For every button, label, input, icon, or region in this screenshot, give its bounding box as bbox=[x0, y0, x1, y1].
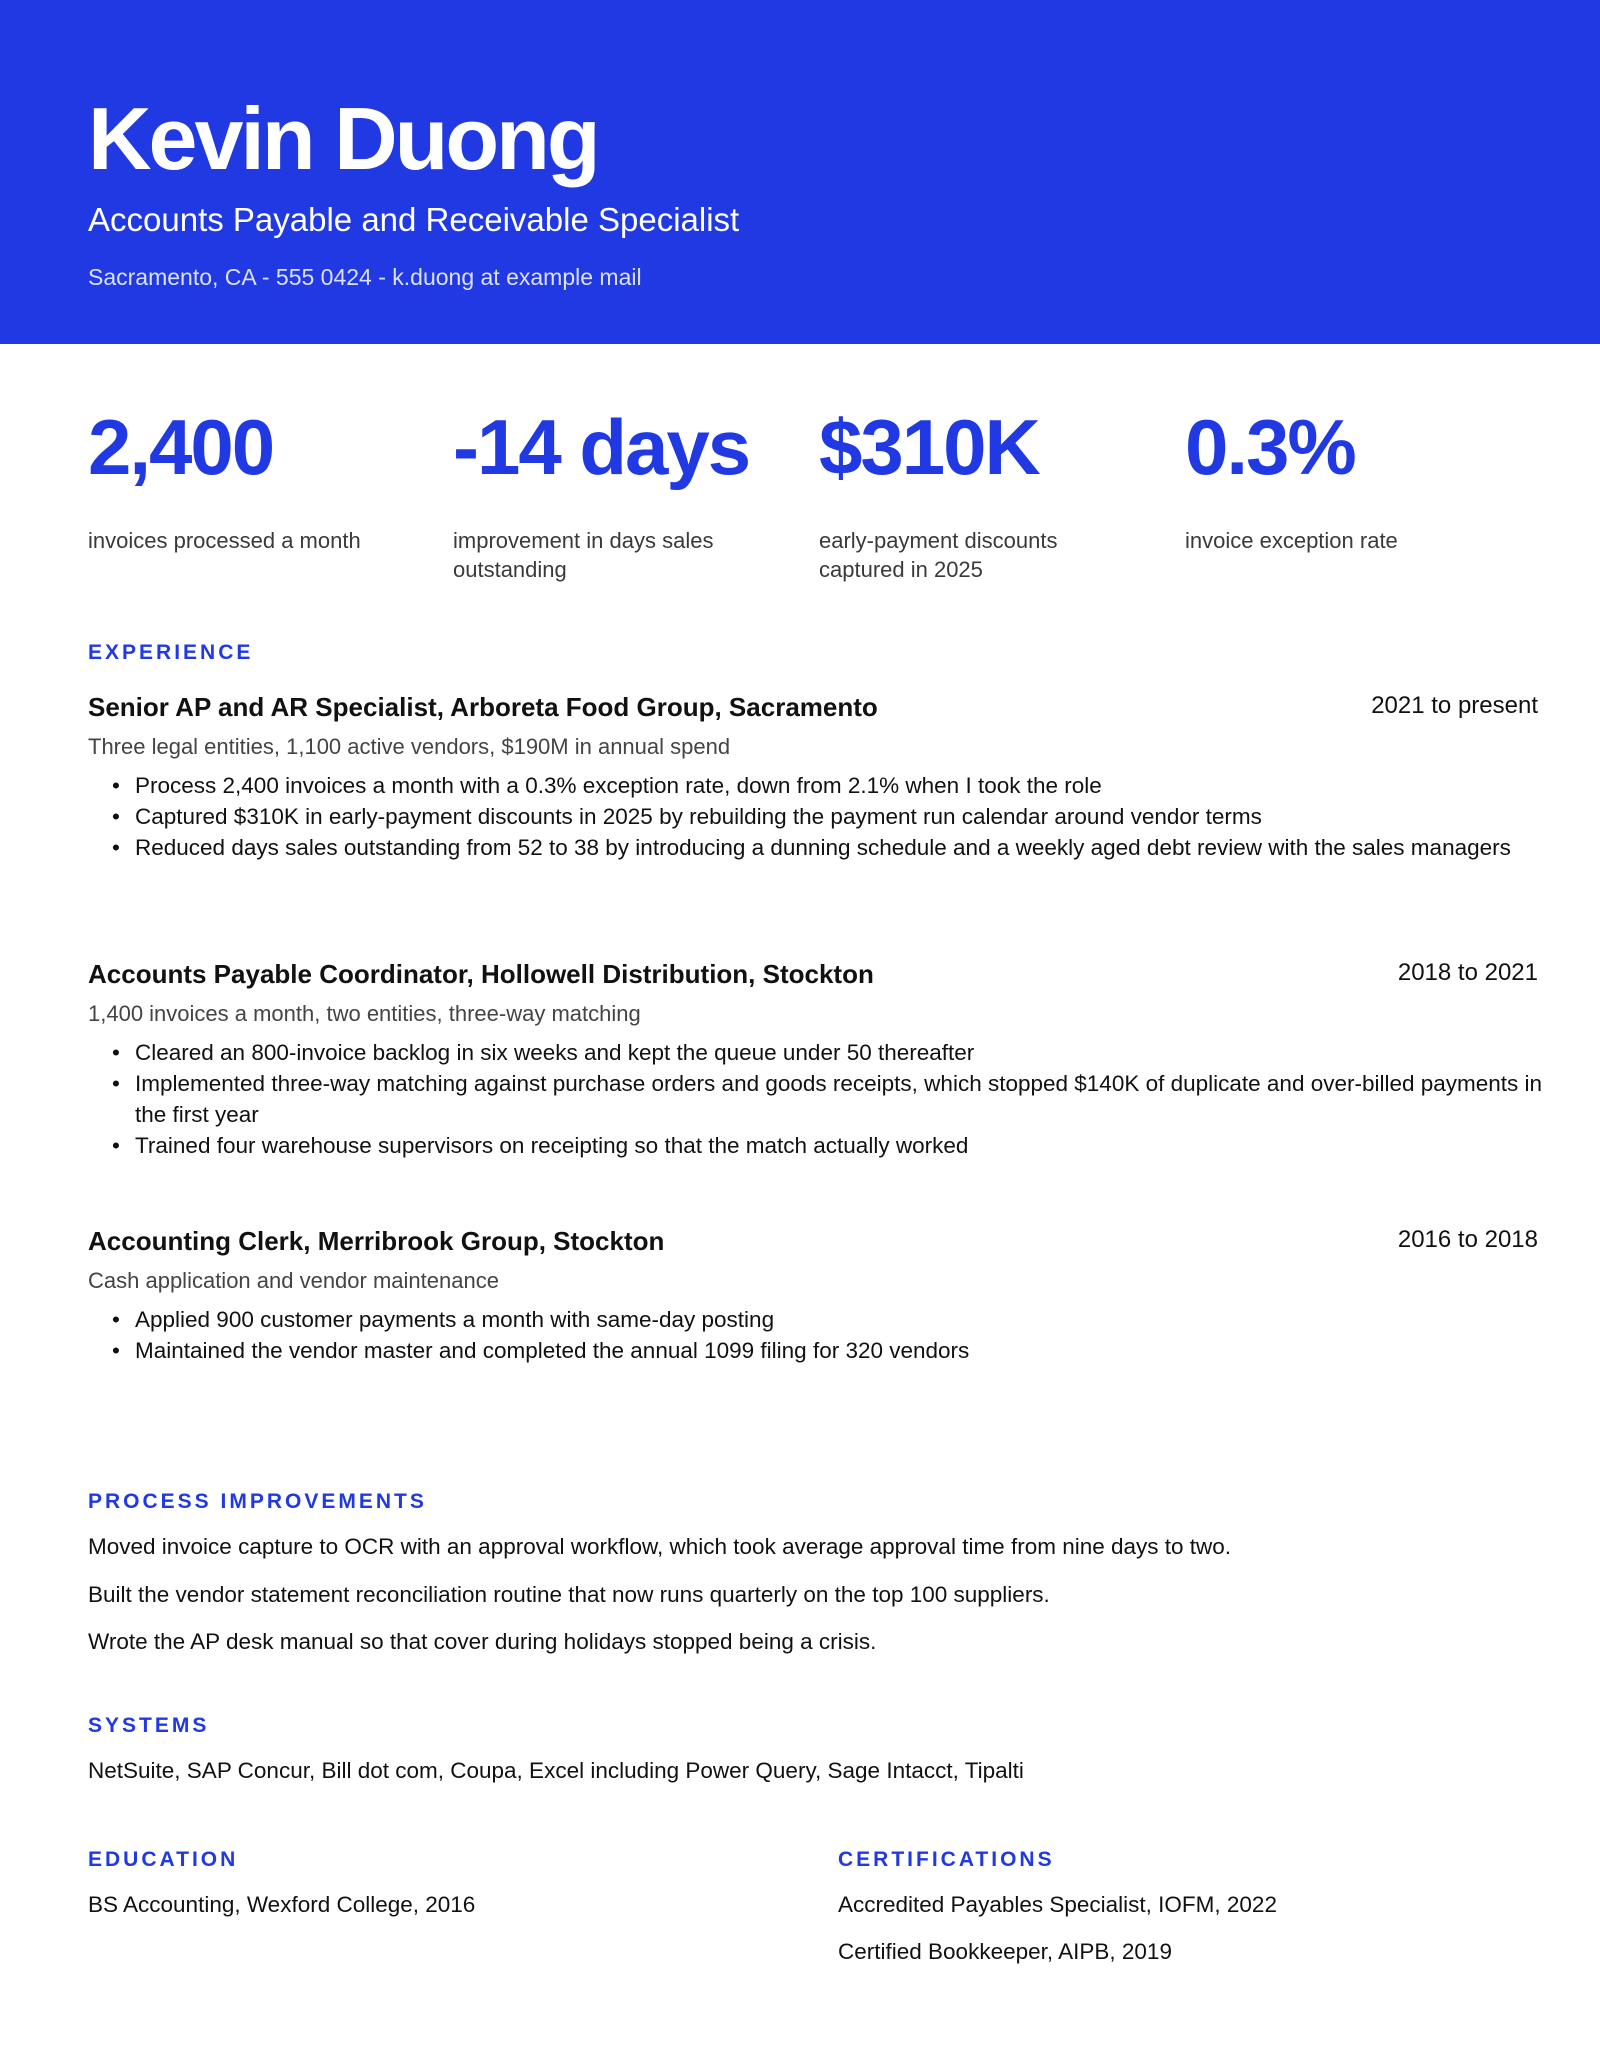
stat-value: -14 days bbox=[453, 403, 750, 491]
stat-exception-rate bbox=[1185, 403, 1515, 555]
improvement-item: Wrote the AP desk manual so that cover during holidays stopped being a crisis. bbox=[88, 1629, 877, 1654]
job-role: Accounting Clerk, Merribrook Group, Stockton bbox=[88, 1226, 665, 1256]
section-heading-experience: EXPERIENCE bbox=[88, 641, 254, 664]
systems-list: NetSuite, SAP Concur, Bill dot com, Coupa, Excel including Power Query, Sage Intacct, Tipalti bbox=[88, 1758, 1024, 1783]
stat-label: invoices processed a month bbox=[88, 528, 361, 553]
education-item: BS Accounting, Wexford College, 2016 bbox=[88, 1892, 476, 1917]
job-subtitle: 1,400 invoices a month, two entities, three-way matching bbox=[88, 1001, 641, 1026]
job-role: Senior AP and AR Specialist, Arboreta Food Group, Sacramento bbox=[88, 692, 878, 722]
job-role: Accounts Payable Coordinator, Hollowell Distribution, Stockton bbox=[88, 959, 874, 989]
stat-value: $310K bbox=[819, 403, 1039, 491]
job-bullets bbox=[88, 1304, 1538, 1366]
job-entry bbox=[88, 959, 1543, 1161]
stat-value: 2,400 bbox=[88, 403, 274, 491]
bullet-item: • Applied 900 customer payments a month with same-day posting bbox=[88, 1304, 1538, 1335]
job-dates: 2016 to 2018 bbox=[1397, 1226, 1538, 1253]
job-entry bbox=[88, 1226, 1538, 1366]
job-entry bbox=[88, 692, 1538, 863]
candidate-name: Kevin Duong bbox=[88, 89, 598, 188]
stat-discounts bbox=[819, 403, 1119, 584]
certification-item: Certified Bookkeeper, AIPB, 2019 bbox=[838, 1939, 1172, 1964]
section-heading-process-improvements: PROCESS IMPROVEMENTS bbox=[88, 1490, 427, 1513]
stat-label: early-payment discounts captured in 2025 bbox=[819, 528, 1058, 582]
section-heading-systems: SYSTEMS bbox=[88, 1714, 210, 1737]
certification-item: Accredited Payables Specialist, IOFM, 2022 bbox=[838, 1892, 1277, 1917]
section-heading-education: EDUCATION bbox=[88, 1848, 239, 1871]
job-dates: 2021 to present bbox=[1371, 692, 1538, 719]
job-dates: 2018 to 2021 bbox=[1397, 959, 1538, 986]
job-subtitle: Three legal entities, 1,100 active vendors, $190M in annual spend bbox=[88, 734, 731, 759]
job-bullets bbox=[88, 770, 1538, 863]
improvement-item: Moved invoice capture to OCR with an approval workflow, which took average approval time from nine days to two. bbox=[88, 1534, 1232, 1559]
resume-header bbox=[0, 0, 1600, 344]
section-heading-certifications: CERTIFICATIONS bbox=[838, 1848, 1055, 1871]
bullet-item: • Trained four warehouse supervisors on receipting so that the match actually worked bbox=[88, 1130, 1558, 1161]
bullet-item: • Process 2,400 invoices a month with a 0.3% exception rate, down from 2.1% when I took the role bbox=[88, 770, 1538, 801]
stat-dso bbox=[453, 403, 753, 584]
job-subtitle: Cash application and vendor maintenance bbox=[88, 1268, 499, 1293]
stat-invoices bbox=[88, 403, 418, 555]
improvement-item: Built the vendor statement reconciliation routine that now runs quarterly on the top 100 suppliers. bbox=[88, 1582, 1050, 1607]
bullet-item: • Reduced days sales outstanding from 52 to 38 by introducing a dunning schedule and a weekly aged debt review with the sales managers bbox=[88, 832, 1538, 863]
bullet-item: • Captured $310K in early-payment discounts in 2025 by rebuilding the payment run calendar around vendor terms bbox=[88, 801, 1538, 832]
job-bullets bbox=[88, 1037, 1558, 1161]
stat-label: invoice exception rate bbox=[1185, 528, 1398, 553]
bullet-item: • Maintained the vendor master and completed the annual 1099 filing for 320 vendors bbox=[88, 1335, 1538, 1366]
stat-value: 0.3% bbox=[1185, 403, 1355, 491]
bullet-item: • Cleared an 800-invoice backlog in six weeks and kept the queue under 50 thereafter bbox=[88, 1037, 1558, 1068]
stat-label: improvement in days sales outstanding bbox=[453, 528, 714, 582]
job-title: Accounts Payable and Receivable Specialist bbox=[88, 201, 740, 238]
contact-line: Sacramento, CA - 555 0424 - k.duong at example mail bbox=[88, 264, 642, 290]
bullet-item: • Implemented three-way matching against purchase orders and goods receipts, which stopped $140K of duplicate and over-billed payments in the first year bbox=[88, 1068, 1558, 1130]
